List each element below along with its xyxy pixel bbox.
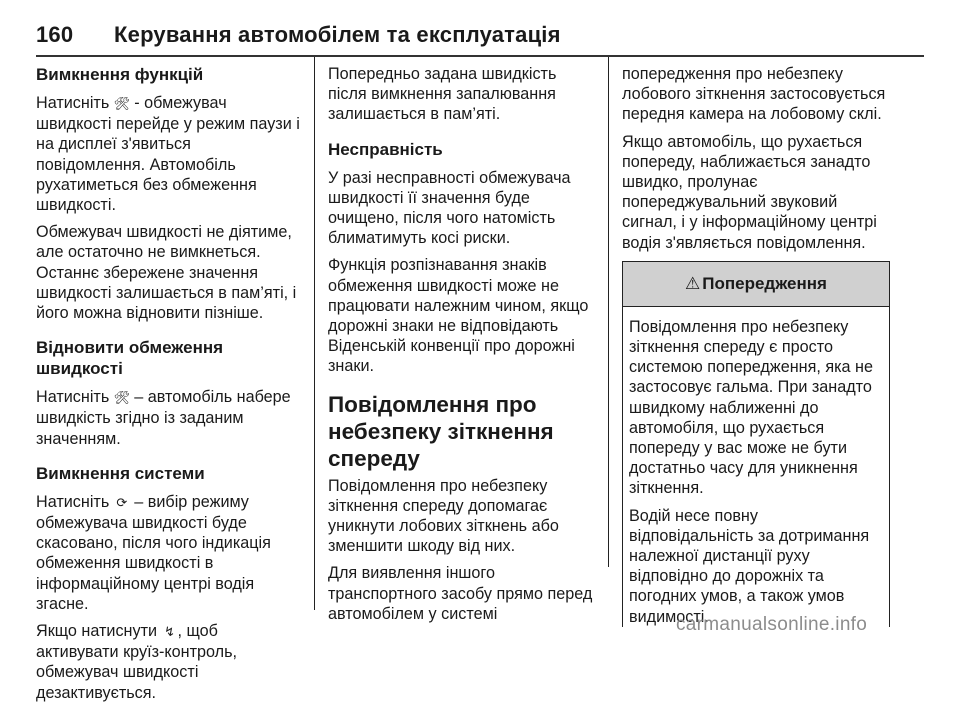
paragraph: Якщо автомобіль, що рухається попереду, наближається занадто швидко, пролунає попереджувальний звуковий сигнал, і у інформаційному центрі водія з'являється повідомлення.: [622, 132, 877, 252]
warning-triangle-icon: ⚠︎: [685, 273, 701, 293]
column-divider: [314, 57, 315, 610]
column-divider: [608, 57, 609, 567]
paragraph: Обмежувач швидкості не діятиме, але остаточно не вимкнеться. Останнє збережене значення швидкості залишається в пам’яті, і його можна відновити пізніше.: [36, 223, 297, 323]
chapter-heading: Повідомлення про небезпеку зіткнення спереду: [328, 391, 554, 471]
cruise-set-icon: ↯: [164, 624, 175, 640]
column-3: [622, 64, 890, 634]
page-title: Керування автомобілем та експлуатація: [114, 22, 561, 47]
paragraph: попередження про небезпеку лобового зіткнення застосовується передня камера на лобовому склі.: [622, 65, 886, 124]
paragraph: Повідомлення про небезпеку зіткнення спереду є просто системою попередження, яка не застосовує гальма. При занадто швидкому наближенні до автомобіля, що рухається попереду у вас може не бути достатньо часу для уникнення зіткнення.: [629, 317, 873, 498]
warning-title: Попередження: [702, 273, 827, 293]
warning-box: [622, 261, 890, 627]
section-heading: Несправність: [328, 139, 443, 159]
paragraph: Натисніть 🛠︎ - обмежувач швидкості перейде у режим паузи і на дисплеї з'явиться повідомлення. Автомобіль рухатиметься без обмеження швидкості.: [36, 94, 300, 215]
column-1: [36, 64, 302, 710]
column-2: [328, 64, 594, 631]
cruise-mode-icon: ⟳: [116, 494, 128, 510]
speed-limiter-icon: 🛠︎: [113, 96, 131, 111]
section-heading: Відновити обмеження швидкості: [36, 338, 224, 379]
paragraph: У разі несправності обмежувача швидкості її значення буде очищено, після чого натомість блиматимуть косі риски.: [328, 168, 571, 248]
paragraph: Повідомлення про небезпеку зіткнення спереду допомагає уникнути лобових зіткнень або зменшити шкоду від них.: [328, 476, 559, 556]
warning-body: [623, 307, 889, 627]
section-heading: Вимкнення функцій: [36, 65, 204, 84]
page-header: [36, 22, 561, 48]
paragraph: Натисніть 🛠︎ – автомобіль набере швидкість згідно із заданим значенням.: [36, 388, 291, 448]
paragraph: Водій несе повну відповідальність за дотримання належної дистанції руху відповідно до дорожніх та погодних умов, а також умов видимості.: [629, 506, 870, 626]
speed-limiter-icon: 🛠︎: [113, 390, 131, 406]
paragraph: Для виявлення іншого транспортного засобу прямо перед автомобілем у системі: [328, 564, 593, 623]
paragraph: Функція розпізнавання знаків обмеження швидкості може не працювати належним чином, якщо дорожні знаки не відповідають Віденській конвенції про дорожні знаки.: [328, 256, 589, 376]
paragraph: Попередньо задана швидкість після вимкнення запалювання залишається в пам’яті.: [328, 65, 557, 124]
section-heading: Вимкнення системи: [36, 463, 205, 483]
paragraph: Натисніть ⟳ – вибір режиму обмежувача швидкості буде скасовано, після чого індикація обмеження швидкості в інформаційному центрі водія згасне.: [36, 492, 271, 613]
paragraph: Якщо натиснути ↯ , щоб активувати круїз-контроль, обмежувач швидкості дезактивується.: [36, 622, 238, 702]
warning-header: [623, 261, 889, 307]
watermark: carmanualsonline.info: [676, 614, 868, 635]
page-number: 160: [36, 22, 74, 47]
header-rule: [36, 55, 924, 57]
